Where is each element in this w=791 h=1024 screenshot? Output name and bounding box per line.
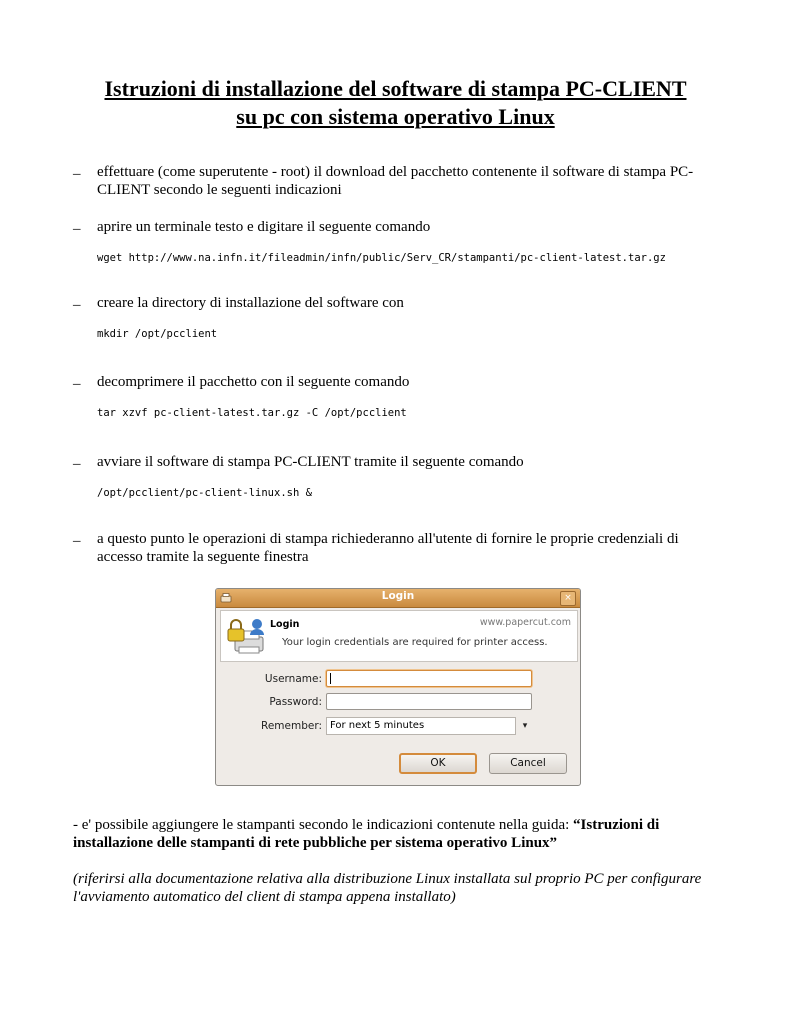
bullet-dash: –: [73, 533, 81, 549]
step-3-command: mkdir /opt/pcclient: [97, 328, 218, 340]
ok-button[interactable]: OK: [399, 753, 477, 774]
bullet-dash: –: [73, 456, 81, 472]
step-4-command: tar xzvf pc-client-latest.tar.gz -C /opt/pcclient: [97, 407, 407, 419]
dialog-title: Login: [381, 590, 415, 602]
login-dialog: [215, 588, 581, 786]
guide-note-text: - e' possibile aggiungere le stampanti secondo le indicazioni contenute nella guida:: [73, 817, 574, 833]
header-title: Login: [270, 619, 300, 630]
dialog-header: [220, 610, 578, 662]
printer-lock-icon: [225, 615, 267, 657]
step-4-text: decomprimere il pacchetto con il seguente comando: [97, 374, 410, 390]
header-site: www.papercut.com: [479, 617, 571, 628]
italic-note: (riferirsi alla documentazione relativa alla distribuzione Linux installata sul proprio PC per configurare l'avviamento automatico del client di stampa appena installato): [73, 871, 702, 905]
guide-note: [73, 816, 723, 852]
remember-select[interactable]: For next 5 minutes: [326, 717, 516, 735]
remember-label: Remember:: [261, 720, 322, 732]
step-1-text: effettuare (come superutente - root) il download del pacchetto contenente il software di stampa PC-CLIENT secondo le seguenti indicazioni: [97, 164, 694, 198]
chevron-down-icon[interactable]: ▾: [522, 721, 528, 731]
dialog-titlebar: [216, 589, 580, 608]
username-field[interactable]: [326, 670, 532, 687]
step-2-text: aprire un terminale testo e digitare il seguente comando: [97, 219, 431, 235]
close-icon[interactable]: ×: [560, 591, 576, 606]
guide-title: “Istruzioni di installazione delle stampanti di rete pubbliche per sistema operativo Linux”: [73, 817, 660, 851]
password-label: Password:: [269, 696, 322, 708]
step-5-command: /opt/pcclient/pc-client-linux.sh &: [97, 487, 312, 499]
cancel-button[interactable]: Cancel: [489, 753, 567, 774]
step-2-command: wget http://www.na.infn.it/fileadmin/infn/public/Serv_CR/stampanti/pc-client-latest.tar.gz: [97, 252, 666, 264]
bullet-dash: –: [73, 297, 81, 313]
step-5-text: avviare il software di stampa PC-CLIENT tramite il seguente comando: [97, 454, 524, 470]
bullet-dash: –: [73, 221, 81, 237]
password-field[interactable]: [326, 693, 532, 710]
header-subtitle: Your login credentials are required for printer access.: [282, 637, 548, 648]
username-label: Username:: [264, 673, 322, 685]
text-caret: [330, 673, 331, 684]
bullet-dash: –: [73, 166, 81, 182]
step-6-text: a questo punto le operazioni di stampa richiederanno all'utente di fornire le proprie credenziali di accesso tramite la seguente finestra: [97, 531, 679, 565]
bullet-dash: –: [73, 376, 81, 392]
title-line-2: su pc con sistema operativo Linux: [236, 104, 555, 129]
step-3-text: creare la directory di installazione del software con: [97, 295, 404, 311]
title-line-1: Istruzioni di installazione del software di stampa PC-CLIENT: [104, 76, 687, 101]
